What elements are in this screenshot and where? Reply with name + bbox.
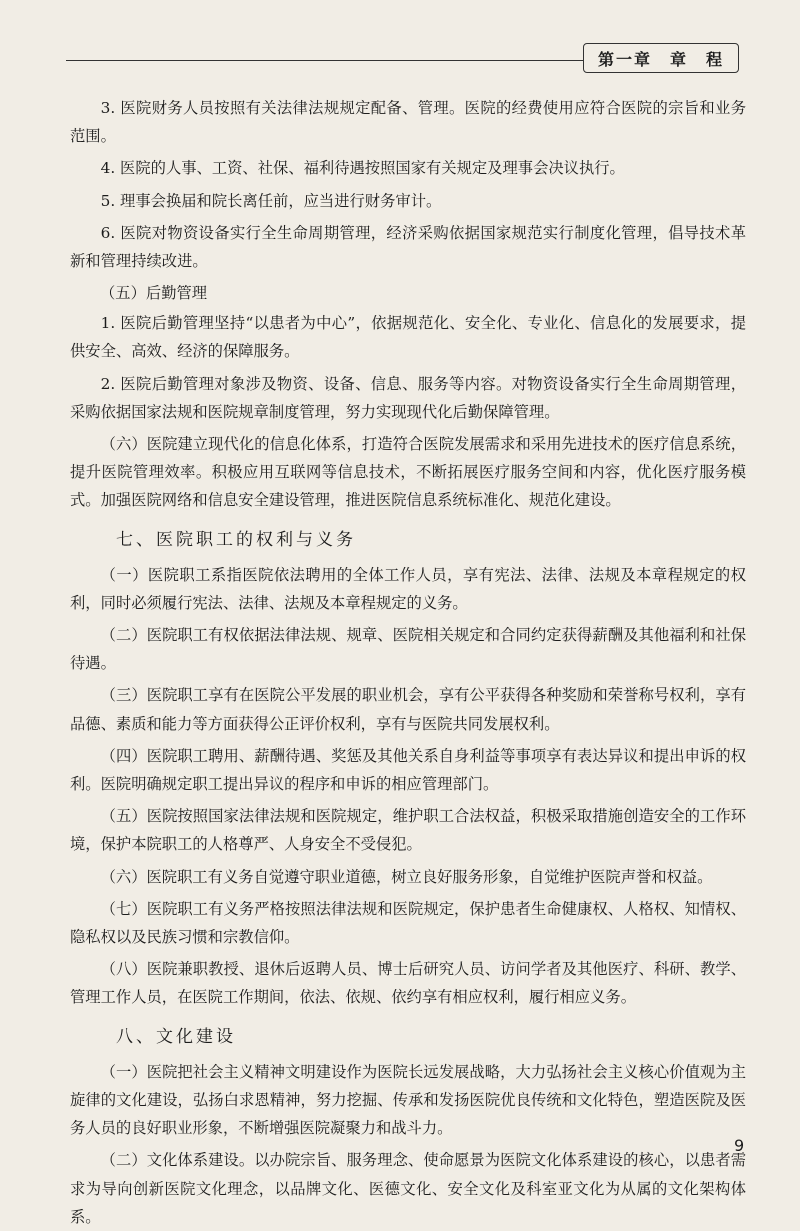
paragraph: 1. 医院后勤管理坚持“以患者为中心”，依据规范化、安全化、专业化、信息化的发展要求，提供安全、高效、经济的保障服务。 xyxy=(70,314,746,361)
page-number: 9 xyxy=(734,1136,745,1155)
paragraph: （七）医院职工有义务严格按照法律法规和医院规定，保护患者生命健康权、人格权、知情权、隐私权以及民族习惯和宗教信仰。 xyxy=(70,899,746,947)
page-body xyxy=(70,94,746,1231)
paragraph: （二）文化体系建设。以办院宗旨、服务理念、使命愿景为医院文化体系建设的核心，以患者需求为导向创新医院文化理念，以品牌文化、医德文化、安全文化及科室亚文化为从属的文化架构体系。 xyxy=(70,1151,746,1226)
paragraph: （四）医院职工聘用、薪酬待遇、奖惩及其他关系自身利益等事项享有表达异议和提出申诉的权利。医院明确规定职工提出异议的程序和申诉的相应管理部门。 xyxy=(70,746,746,794)
paragraph: （六）医院建立现代化的信息化体系，打造符合医院发展需求和采用先进技术的医疗信息系统，提升医院管理效率。积极应用互联网等信息技术，不断拓展医疗服务空间和内容，优化医疗服务模式。加强医院网络和信息安全建设管理，推进医院信息系统标准化、规范化建设。 xyxy=(70,435,746,510)
paragraph: 4. 医院的人事、工资、社保、福利待遇按照国家有关规定及理事会决议执行。 xyxy=(100,159,625,178)
paragraph: （二）医院职工有权依据法律法规、规章、医院相关规定和合同约定获得薪酬及其他福利和社保待遇。 xyxy=(70,626,746,673)
section-title-culture: 八、文化建设 xyxy=(116,1026,236,1047)
paragraph: （六）医院职工有义务自觉遵守职业道德，树立良好服务形象，自觉维护医院声誉和权益。 xyxy=(100,867,713,886)
paragraph: （八）医院兼职教授、退休后返聘人员、博士后研究人员、访问学者及其他医疗、科研、教学、管理工作人员，在医院工作期间，依法、依规、依约享有相应权利，履行相应义务。 xyxy=(70,960,746,1007)
paragraph: （一）医院职工系指医院依法聘用的全体工作人员，享有宪法、法律、法规及本章程规定的权利，同时必须履行宪法、法律、法规及本章程规定的义务。 xyxy=(70,565,746,612)
paragraph: （三）医院职工享有在医院公平发展的职业机会，享有公平获得各种奖励和荣誉称号权利，享有品德、素质和能力等方面获得公正评价权利，享有与医院共同发展权利。 xyxy=(70,686,746,733)
paragraph: （五）医院按照国家法律法规和医院规定，维护职工合法权益，积极采取措施创造安全的工作环境，保护本院职工的人格尊严、人身安全不受侵犯。 xyxy=(70,807,746,854)
subheading-logistics: （五）后勤管理 xyxy=(100,284,208,303)
paragraph: （一）医院把社会主义精神文明建设作为医院长远发展战略，大力弘扬社会主义核心价值观为主旋律的文化建设，弘扬白求恩精神，努力挖掘、传承和发扬医院优良传统和文化特色，塑造医院及医务人员的良好职业形象，不断增强医院凝聚力和战斗力。 xyxy=(70,1062,746,1138)
header-rule xyxy=(66,60,641,61)
paragraph: 6. 医院对物资设备实行全生命周期管理，经济采购依据国家规范实行制度化管理，倡导技术革新和管理持续改进。 xyxy=(70,223,746,271)
chapter-header: 第一章 章 程 xyxy=(583,43,739,73)
paragraph: 2. 医院后勤管理对象涉及物资、设备、信息、服务等内容。对物资设备实行全生命周期管理，采购依据国家法规和医院规章制度管理，努力实现现代化后勤保障管理。 xyxy=(70,374,746,421)
section-title-staff-rights: 七、医院职工的权利与义务 xyxy=(116,529,356,550)
paragraph: 5. 理事会换届和院长离任前，应当进行财务审计。 xyxy=(100,191,442,210)
paragraph: 3. 医院财务人员按照有关法律法规规定配备、管理。医院的经费使用应符合医院的宗旨和业务范围。 xyxy=(70,99,746,146)
